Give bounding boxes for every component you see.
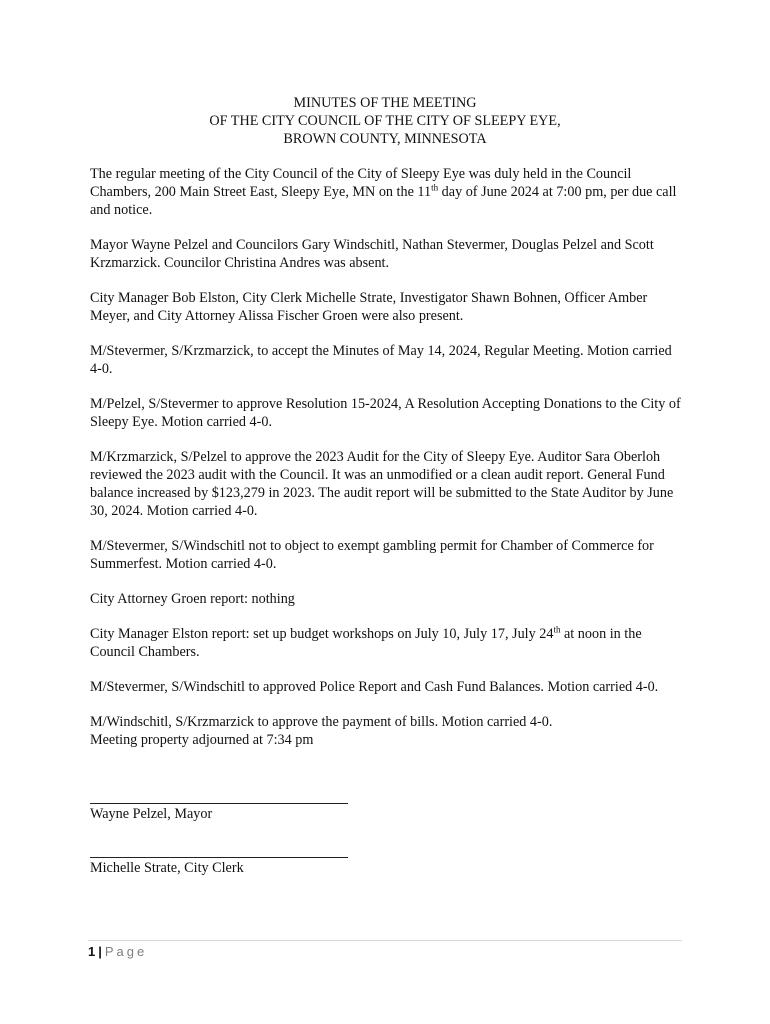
minutes-body: [90, 165, 685, 749]
heading-line-1: MINUTES OF THE MEETING: [293, 95, 477, 111]
heading-line-3: BROWN COUNTY, MINNESOTA: [283, 131, 487, 147]
clerk-signature-line: [90, 857, 348, 858]
audit-motion-paragraph: M/Krzmarzick, S/Pelzel to approve the 2023 Audit for the City of Sleepy Eye. Auditor Sara Oberloh reviewed the 2023 audit with the Council. It was an unmodified or a clean audit report. General Fund balance increased by $123,279 in 2023. The audit report will be submitted to the State Auditor by June 30, 2024. Motion carried 4-0.: [90, 449, 674, 519]
intro-text-a: The regular meeting of the City Council of the City of Sleepy Eye was duly held in the Council Chambers, 200 Main Street East, Sleepy Eye, MN on the 11: [90, 166, 632, 200]
footer-divider: [88, 940, 682, 941]
intro-superscript: th: [431, 182, 439, 193]
intro-paragraph: [90, 165, 685, 219]
resolution-motion-paragraph: M/Pelzel, S/Stevermer to approve Resolution 15-2024, A Resolution Accepting Donations to the City of Sleepy Eye. Motion carried 4-0.: [90, 396, 681, 430]
minutes-motion-paragraph: M/Stevermer, S/Krzmarzick, to accept the Minutes of May 14, 2024, Regular Meeting. Motion carried 4-0.: [90, 343, 672, 377]
footer-separator: |: [98, 944, 102, 959]
clerk-signature-name: Michelle Strate, City Clerk: [90, 860, 244, 876]
manager-text-b: at noon in the Council Chambers.: [90, 626, 642, 660]
staff-paragraph: City Manager Bob Elston, City Clerk Michelle Strate, Investigator Shawn Bohnen, Officer Amber Meyer, and City Attorney Alissa Fischer Groen were also present.: [90, 290, 648, 324]
clerk-signature-block: [90, 857, 390, 877]
attorney-report-paragraph: City Attorney Groen report: nothing: [90, 591, 295, 607]
page-footer: [88, 944, 147, 960]
page-label: Page: [104, 944, 148, 959]
bills-motion-paragraph: M/Windschitl, S/Krzmarzick to approve the payment of bills. Motion carried 4-0.: [90, 714, 553, 730]
manager-report-paragraph: [90, 625, 685, 661]
mayor-signature-line: [90, 803, 348, 804]
adjourn-paragraph: Meeting property adjourned at 7:34 pm: [90, 732, 314, 748]
intro-text-b: day of June 2024 at 7:00 pm, per due call and notice.: [90, 184, 677, 218]
document-heading: [90, 94, 680, 148]
police-motion-paragraph: M/Stevermer, S/Windschitl to approved Police Report and Cash Fund Balances. Motion carried 4-0.: [90, 679, 659, 695]
manager-superscript: th: [553, 624, 561, 635]
mayor-signature-block: [90, 803, 390, 823]
attendance-paragraph: Mayor Wayne Pelzel and Councilors Gary Windschitl, Nathan Stevermer, Douglas Pelzel and Scott Krzmarzick. Councilor Christina Andres was absent.: [90, 237, 654, 271]
heading-line-2: OF THE CITY COUNCIL OF THE CITY OF SLEEPY EYE,: [209, 113, 561, 129]
gambling-motion-paragraph: M/Stevermer, S/Windschitl not to object to exempt gambling permit for Chamber of Commerce for Summerfest. Motion carried 4-0.: [90, 538, 654, 572]
page-number: 1: [88, 944, 96, 959]
mayor-signature-name: Wayne Pelzel, Mayor: [90, 806, 213, 822]
manager-text-a: City Manager Elston report: set up budget workshops on July 10, July 17, July 24: [90, 626, 554, 642]
